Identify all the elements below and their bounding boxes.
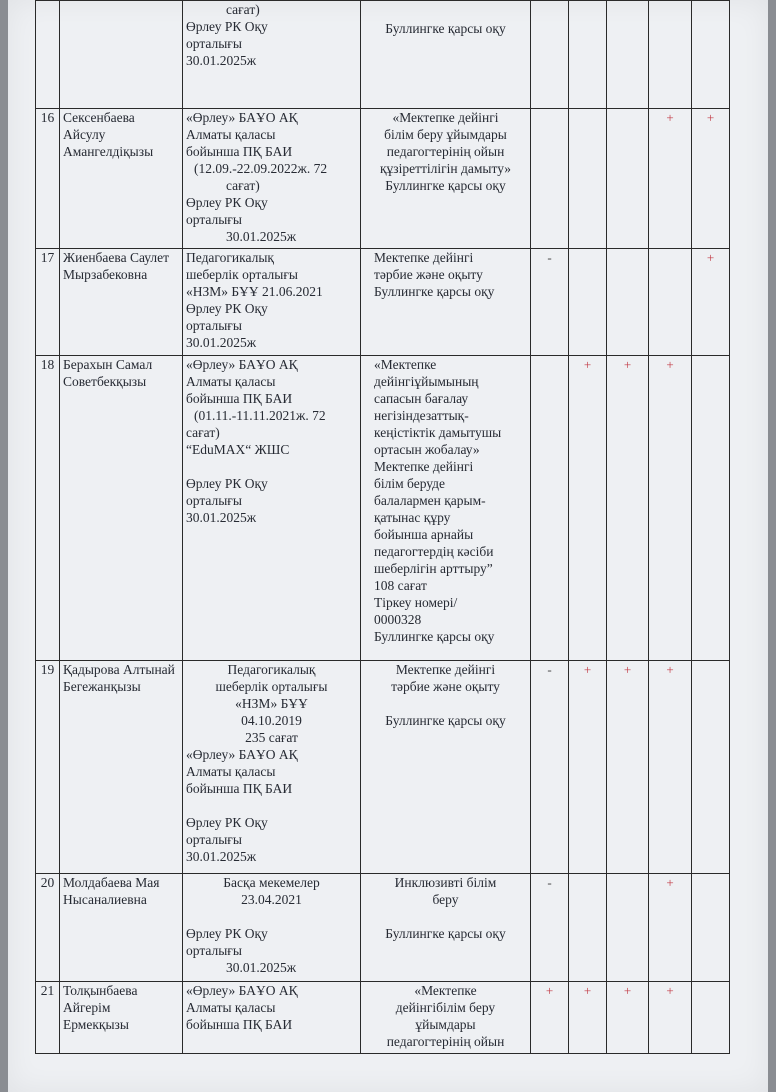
- mark-cell: +: [692, 109, 730, 249]
- mark-cell: [649, 249, 692, 356]
- course-cell: [361, 661, 531, 874]
- course-line: кеңістіктік дамытушы: [374, 425, 502, 440]
- course-line: қатынас құру: [374, 510, 451, 525]
- training-line: шеберлік орталығы: [215, 679, 328, 694]
- table-row: [36, 1, 730, 109]
- course-line: білім беруде: [374, 476, 446, 491]
- mark-cell: +: [607, 982, 649, 1054]
- course-line: Буллингке қарсы оқу: [385, 926, 506, 941]
- training-line: орталығы: [186, 493, 242, 508]
- row-number: 20: [36, 874, 60, 982]
- mark-cell: +: [607, 356, 649, 661]
- course-line: құзіреттілігін дамыту»: [379, 161, 512, 176]
- course-line: [364, 1, 527, 18]
- row-number: 19: [36, 661, 60, 874]
- mark-cell: [531, 109, 569, 249]
- table-row: [36, 249, 730, 356]
- course-line: Буллингке қарсы оқу: [374, 284, 495, 299]
- teacher-name: [60, 1, 183, 109]
- table-row: [36, 874, 730, 982]
- training-line: сағат): [226, 2, 260, 17]
- teacher-name: Молдабаева Мая Нысаналиевна: [60, 874, 183, 982]
- staff-training-table: [35, 0, 730, 1054]
- training-line: шеберлік орталығы: [186, 267, 298, 282]
- mark-cell: [692, 1, 730, 109]
- table-row: [36, 982, 730, 1054]
- training-line: орталығы: [186, 36, 242, 51]
- mark-cell: -: [531, 249, 569, 356]
- training-line: Педагогикалық: [227, 662, 316, 677]
- course-line: білім беру ұйымдары: [384, 127, 507, 142]
- training-line: Алматы қаласы: [186, 374, 276, 389]
- course-cell: [361, 982, 531, 1054]
- course-line: беру: [432, 892, 459, 907]
- course-line: педагогтерінің ойын: [386, 144, 505, 159]
- course-line: сапасын бағалау: [374, 391, 469, 406]
- training-cell: [183, 109, 361, 249]
- mark-cell: [569, 874, 607, 982]
- mark-cell: [531, 1, 569, 109]
- training-line: «Өрлеу» БАҰО АҚ: [186, 983, 298, 998]
- training-line: «НЗМ» БҰҰ: [235, 696, 308, 711]
- mark-cell: [692, 356, 730, 661]
- course-line: Буллингке қарсы оқу: [385, 21, 506, 36]
- training-line: сағат): [186, 425, 220, 440]
- training-line: 235 сағат: [245, 730, 298, 745]
- course-line: «Мектепке: [374, 357, 437, 372]
- training-line: (01.11.-11.11.2021ж. 72: [194, 408, 326, 423]
- course-line: «Мектепке дейінгі: [392, 110, 499, 125]
- course-cell: [361, 109, 531, 249]
- course-cell: [361, 249, 531, 356]
- teacher-name: Толқынбаева Айгерім Ермекқызы: [60, 982, 183, 1054]
- course-line: Мектепке дейінгі: [374, 459, 474, 474]
- training-line: Алматы қаласы: [186, 1000, 276, 1015]
- training-line: [186, 458, 357, 475]
- mark-cell: +: [692, 249, 730, 356]
- training-line: Өрлеу РК Оқу: [186, 19, 268, 34]
- training-line: 30.01.2025ж: [186, 510, 257, 525]
- row-number: 18: [36, 356, 60, 661]
- course-line: дейінгіұйымының: [374, 374, 479, 389]
- training-cell: [183, 1, 361, 109]
- training-line: «Өрлеу» БАҰО АҚ: [186, 357, 298, 372]
- mark-cell: -: [531, 661, 569, 874]
- training-cell: [183, 249, 361, 356]
- teacher-name: Жиенбаева Саулет Мырзабековна: [60, 249, 183, 356]
- training-cell: [183, 661, 361, 874]
- training-line: [186, 908, 357, 925]
- training-line: 30.01.2025ж: [186, 335, 257, 350]
- table-row: [36, 109, 730, 249]
- training-line: Өрлеу РК Оқу: [186, 476, 268, 491]
- course-line: тәрбие және оқыту: [374, 267, 483, 282]
- training-line: бойынша ПҚ БАИ: [186, 1017, 293, 1032]
- training-line: орталығы: [186, 943, 242, 958]
- course-cell: [361, 356, 531, 661]
- course-line: бойынша арнайы: [374, 527, 474, 542]
- mark-cell: +: [607, 661, 649, 874]
- training-line: Педагогикалық: [186, 250, 274, 265]
- course-line: балалармен қарым-: [374, 493, 486, 508]
- teacher-name: Берахын Самал Советбекқызы: [60, 356, 183, 661]
- course-line: ортасын жобалау»: [374, 442, 480, 457]
- mark-cell: [607, 249, 649, 356]
- mark-cell: [607, 109, 649, 249]
- course-line: Буллингке қарсы оқу: [385, 178, 506, 193]
- mark-cell: [607, 1, 649, 109]
- row-number: 17: [36, 249, 60, 356]
- training-line: Алматы қаласы: [186, 127, 276, 142]
- mark-cell: [692, 982, 730, 1054]
- training-line: орталығы: [186, 212, 242, 227]
- mark-cell: +: [649, 661, 692, 874]
- course-line: Инклюзивті білім: [394, 875, 497, 890]
- row-number: [36, 1, 60, 109]
- training-line: «Өрлеу» БАҰО АҚ: [186, 110, 298, 125]
- mark-cell: +: [649, 874, 692, 982]
- mark-cell: +: [531, 982, 569, 1054]
- training-line: Өрлеу РК Оқу: [186, 815, 268, 830]
- training-cell: [183, 874, 361, 982]
- mark-cell: +: [569, 982, 607, 1054]
- teacher-name: Сексенбаева Айсулу Амангелдіқызы: [60, 109, 183, 249]
- training-line: 23.04.2021: [241, 892, 302, 907]
- training-cell: [183, 982, 361, 1054]
- course-line: [364, 695, 527, 712]
- training-line: 30.01.2025ж: [186, 53, 257, 68]
- training-line: 04.10.2019: [241, 713, 302, 728]
- course-line: негізіндезаттық-: [374, 408, 469, 423]
- course-line: ұйымдары: [415, 1017, 476, 1032]
- mark-cell: [569, 1, 607, 109]
- course-line: Буллингке қарсы оқу: [374, 629, 495, 644]
- mark-cell: [569, 109, 607, 249]
- training-line: (12.09.-22.09.2022ж. 72: [194, 161, 328, 176]
- mark-cell: -: [531, 874, 569, 982]
- course-line: Тіркеу номері/: [374, 595, 458, 610]
- training-line: 30.01.2025ж: [226, 960, 297, 975]
- course-line: дейінгібілім беру: [395, 1000, 496, 1015]
- training-line: [186, 797, 357, 814]
- row-number: 21: [36, 982, 60, 1054]
- mark-cell: [607, 874, 649, 982]
- training-line: сағат): [226, 178, 260, 193]
- training-line: «НЗМ» БҰҰ 21.06.2021: [186, 284, 323, 299]
- course-line: Мектепке дейінгі: [374, 250, 474, 265]
- mark-cell: +: [649, 109, 692, 249]
- course-line: [364, 908, 527, 925]
- training-line: “EduMAX“ ЖШС: [186, 442, 290, 457]
- course-line: тәрбие және оқыту: [391, 679, 500, 694]
- training-line: Өрлеу РК Оқу: [186, 195, 268, 210]
- row-number: 16: [36, 109, 60, 249]
- training-line: бойынша ПҚ БАИ: [186, 391, 293, 406]
- document-page: [8, 0, 768, 1092]
- mark-cell: [692, 661, 730, 874]
- training-cell: [183, 356, 361, 661]
- course-line: Мектепке дейінгі: [395, 662, 496, 677]
- course-line: шеберлігін арттыру”: [374, 561, 493, 576]
- training-line: «Өрлеу» БАҰО АҚ: [186, 747, 298, 762]
- training-line: Алматы қаласы: [186, 764, 276, 779]
- mark-cell: [692, 874, 730, 982]
- training-line: орталығы: [186, 832, 242, 847]
- training-line: Басқа мекемелер: [223, 875, 320, 890]
- mark-cell: [649, 1, 692, 109]
- training-line: Өрлеу РК Оқу: [186, 926, 268, 941]
- mark-cell: +: [569, 356, 607, 661]
- mark-cell: +: [569, 661, 607, 874]
- teacher-name: Қадырова Алтынай Бегежанқызы: [60, 661, 183, 874]
- table-row: [36, 356, 730, 661]
- course-cell: [361, 874, 531, 982]
- training-line: 30.01.2025ж: [226, 229, 297, 244]
- course-line: 0000328: [374, 612, 422, 627]
- training-line: 30.01.2025ж: [186, 849, 257, 864]
- training-line: Өрлеу РК Оқу: [186, 301, 268, 316]
- mark-cell: +: [649, 982, 692, 1054]
- training-line: орталығы: [186, 318, 242, 333]
- course-line: педагогтерінің ойын: [386, 1034, 505, 1049]
- mark-cell: +: [649, 356, 692, 661]
- training-line: бойынша ПҚ БАИ: [186, 781, 293, 796]
- course-cell: [361, 1, 531, 109]
- course-line: Буллингке қарсы оқу: [385, 713, 506, 728]
- table-row: [36, 661, 730, 874]
- course-line: 108 сағат: [374, 578, 427, 593]
- course-line: педагогтердің кәсіби: [374, 544, 494, 559]
- mark-cell: [531, 356, 569, 661]
- course-line: «Мектепке: [414, 983, 477, 998]
- mark-cell: [569, 249, 607, 356]
- training-line: бойынша ПҚ БАИ: [186, 144, 293, 159]
